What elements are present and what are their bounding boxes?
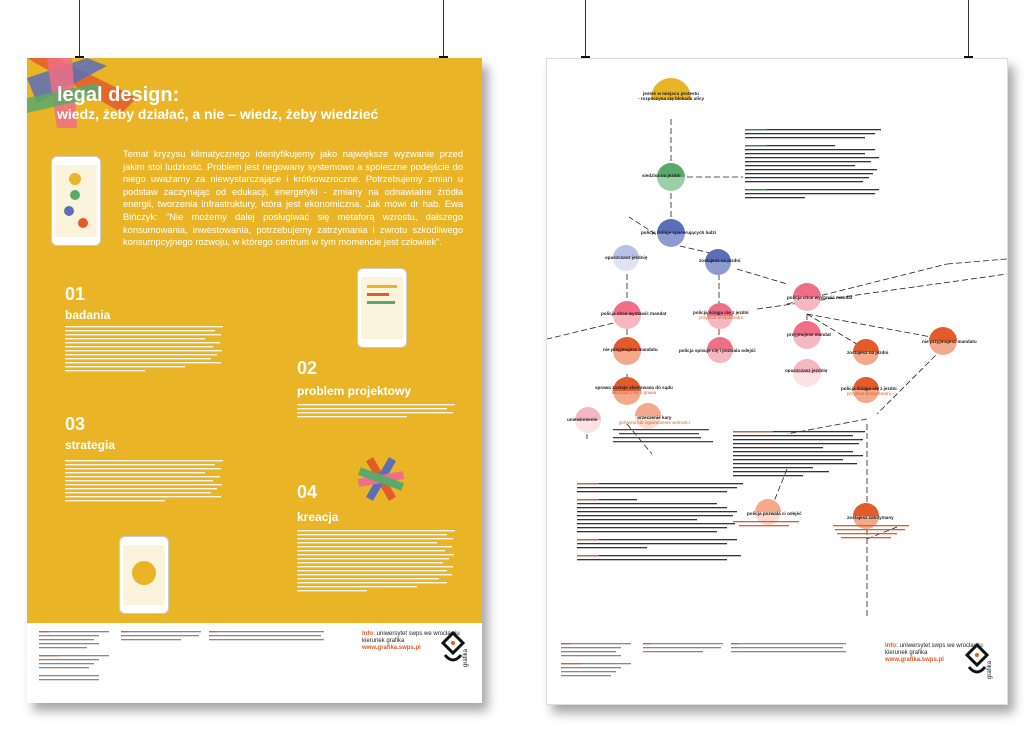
section-heading: badania: [65, 308, 111, 322]
flow-node-label: [693, 310, 749, 321]
section-body-text: [297, 404, 457, 426]
section-number: 02: [297, 358, 318, 378]
poster-footer: [27, 623, 482, 703]
info-program: kierunek grafika: [362, 638, 405, 644]
info-program: kierunek grafika: [885, 650, 928, 656]
flow-node-label: policja chce wystawić mandat: [787, 295, 853, 300]
info-label: Info:: [362, 631, 375, 637]
flow-node-title: policja ściąga cię z jezdni: [693, 310, 749, 315]
poster-subtitle: wiedz, żeby działać, a nie – wiedz, żeby wiedzieć: [57, 106, 379, 122]
section-number: 01: [65, 284, 86, 304]
section-number: 04: [297, 482, 318, 502]
credits-text-block: [39, 631, 329, 691]
flow-node-label: zostajesz zatrzymany: [847, 515, 894, 520]
flow-node-sub: grzywna lub ograniczenie wolności: [619, 420, 690, 426]
poster-flowchart: [546, 58, 1008, 705]
flow-node-label: jesteś w miejscu protestu - rozpoczyna się blokada ulicy: [637, 91, 705, 102]
flow-node-label: przyjmujesz mandat: [787, 332, 831, 337]
flow-node-sub: przymus bezpośredni: [847, 391, 891, 397]
section-body-text: [65, 326, 225, 388]
flow-node-label: nie przyjmujesz mandatu: [603, 347, 658, 352]
hanging-wire: [79, 0, 80, 58]
hanging-wire: [968, 0, 969, 58]
phone-mockup: [51, 156, 101, 246]
section-heading: kreacja: [297, 510, 339, 524]
section-body-text: [297, 530, 457, 612]
flow-node-label: nie przyjmujesz mandatu: [922, 339, 977, 344]
section-heading: problem projektowy: [297, 384, 412, 398]
poster-legal-design: [27, 58, 482, 703]
section-heading: strategia: [65, 438, 116, 452]
flow-node-label: policja izoluje spacerujących ludzi: [641, 230, 717, 235]
hanging-wire: [443, 0, 444, 58]
legal-articles-block: [733, 431, 873, 507]
flow-node-label: zostajesz na jezdni: [847, 350, 889, 355]
flow-node-sub: skazujący się z prawa: [611, 390, 657, 396]
flow-node-label: uniewinnienie: [567, 417, 598, 422]
credits-text-block: [561, 643, 851, 683]
flow-node-title: orzeczenie kary: [637, 415, 672, 420]
flow-node-label: [841, 386, 897, 397]
flow-node-label: [619, 415, 690, 426]
info-url[interactable]: www.grafika.swps.pl: [885, 657, 944, 663]
flow-node-title: sprawa zostaje skierowana do sądu: [595, 385, 673, 390]
phone-mockup: [119, 536, 169, 614]
logo-wordmark: grafika: [987, 660, 993, 679]
grafika-logo: [963, 641, 1001, 683]
detention-note-text: [833, 523, 913, 543]
flow-node-label: policja pozwala ci odejść: [747, 511, 802, 516]
hanging-wire: [585, 0, 586, 58]
flow-node-label: [595, 385, 673, 396]
info-university: uniwersytet swps we wrocławiu: [899, 643, 983, 649]
section-number: 03: [65, 414, 86, 434]
flow-node-label: zostajesz na jezdni: [699, 258, 741, 263]
grafika-logo: [439, 629, 477, 671]
flow-node-label: opuszczasz jezdnię: [785, 368, 828, 373]
flow-node-label: opuszczasz jezdnię: [605, 255, 648, 260]
court-notes-text: [613, 427, 723, 457]
info-university: uniwersytet swps we wrocławiu: [376, 631, 460, 637]
color-cross-decoration: [355, 456, 407, 502]
section-body-text: [65, 460, 225, 510]
info-label: Info:: [885, 643, 898, 649]
flow-node-label: siedzisz na jezdni: [642, 173, 681, 178]
info-url[interactable]: www.grafika.swps.pl: [362, 645, 421, 651]
legal-articles-block: [577, 483, 747, 593]
flow-node-title: policja ściąga cię z jezdni: [841, 386, 897, 391]
flow-node-label: policja chce wystawić mandat: [601, 311, 667, 316]
phone-mockup: [357, 268, 407, 348]
legal-articles-block: [745, 129, 885, 229]
intro-text: Temat kryzysu klimatycznego identyfikujemy jako największe wyzwanie przed jakim stoi ludzkość. Problem jest negowany systemowo a społeczne podejście do niego uważamy za niewystarczające i krótkowzroczne. Potrzebujemy zmian u podstaw zaczynając od edukacji, energetyki - zmiany na odnawialne źródła energii, tworzenia infrastruktury, która jest ekonomiczna. Jak mówi dr hab. Ewa Bińczyk: "Nie możemy dalej posługiwać się metaforą wzrostu, dalszego konsumowania, inwestowania, potrzebujemy zatrzymania i zwrotu szkodliwego konsumpcyjnego rozwoju, w którego centrum w tym momencie jest człowiek".: [123, 149, 463, 248]
poster-title: legal design:: [57, 84, 180, 106]
logo-wordmark: grafika: [463, 648, 469, 667]
flow-node-label: policja spisuje cię i pozwala odejść: [679, 348, 756, 353]
flow-node-sub: przymus bezpośredni: [699, 315, 743, 321]
